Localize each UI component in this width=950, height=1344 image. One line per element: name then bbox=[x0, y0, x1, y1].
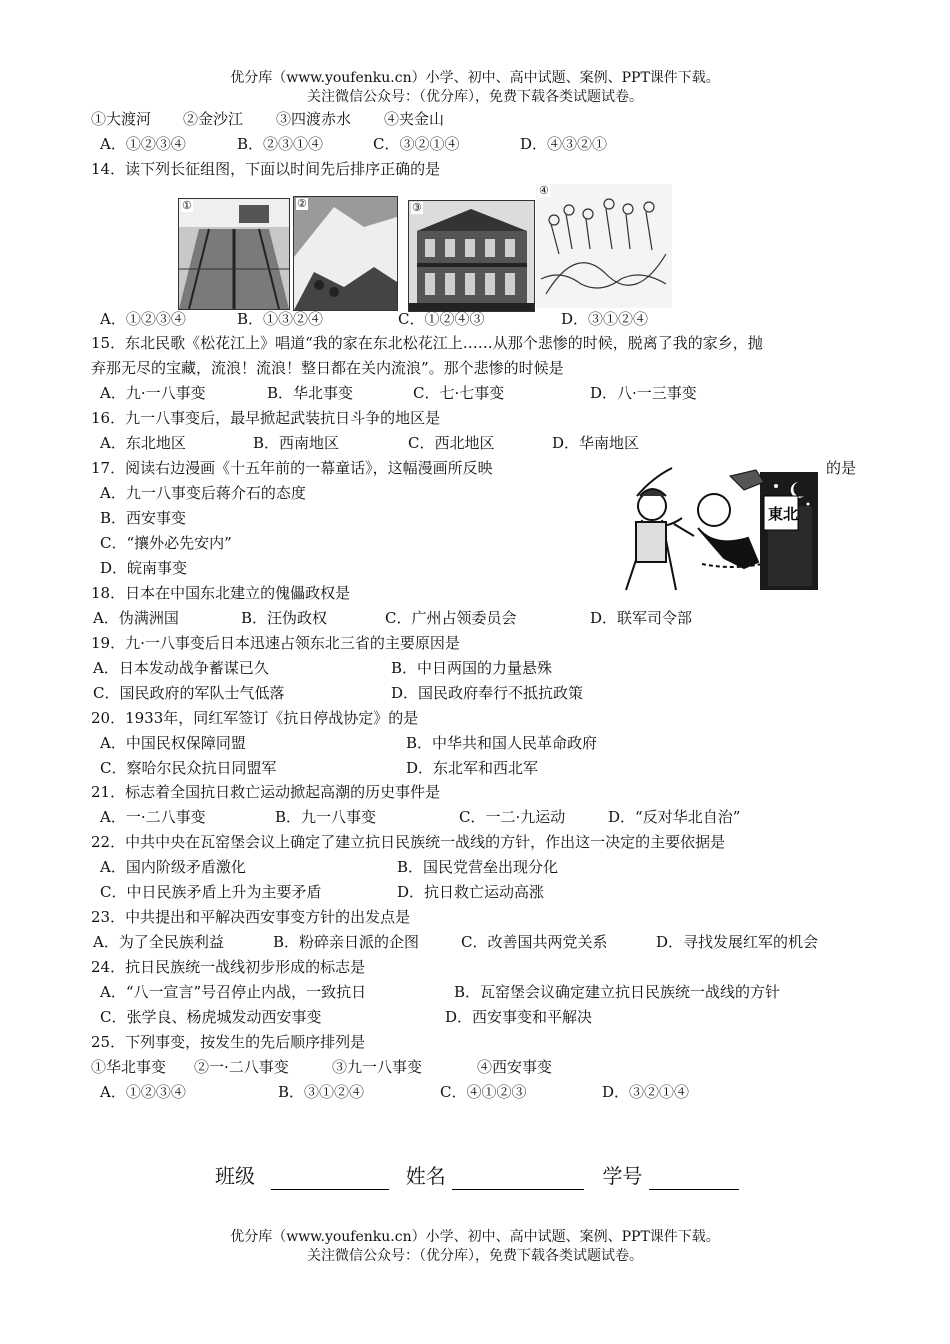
q13-item: ②金沙江 bbox=[183, 110, 244, 128]
q20-stem: 20．1933年，同红军签订《抗日停战协定》的是 bbox=[91, 709, 419, 727]
name-label: 姓名 bbox=[405, 1164, 446, 1188]
q20-option-b[interactable]: B．中华共和国人民革命政府 bbox=[406, 734, 598, 752]
q14-photo-snow-mountain bbox=[293, 196, 398, 311]
q23-option-c[interactable]: C．改善国共两党关系 bbox=[461, 933, 608, 951]
q19-option-d[interactable]: D．国民政府奉行不抵抗政策 bbox=[391, 684, 584, 702]
name-input-line[interactable] bbox=[452, 1171, 584, 1190]
q17-cartoon bbox=[602, 466, 824, 594]
student-id-input-line[interactable] bbox=[649, 1171, 739, 1190]
q16-stem: 16．九一八事变后，最早掀起武装抗日斗争的地区是 bbox=[91, 409, 441, 427]
q21-stem: 21．标志着全国抗日救亡运动掀起高潮的历史事件是 bbox=[91, 783, 441, 801]
q14-photo-label: ③ bbox=[412, 201, 422, 214]
header-line-2: 关注微信公众号：（优分库），免费下载各类试题试卷。 bbox=[307, 89, 643, 105]
q17-option-d[interactable]: D．皖南事变 bbox=[100, 559, 188, 577]
q16-option-d[interactable]: D．华南地区 bbox=[552, 434, 640, 452]
q20-option-d[interactable]: D．东北军和西北军 bbox=[406, 759, 539, 777]
q14-stem: 14．读下列长征组图，下面以时间先后排序正确的是 bbox=[91, 160, 441, 178]
q24-option-b[interactable]: B．瓦窑堡会议确定建立抗日民族统一战线的方针 bbox=[454, 983, 781, 1001]
q21-option-b[interactable]: B．九一八事变 bbox=[275, 808, 377, 826]
q15-option-a[interactable]: A．九·一八事变 bbox=[100, 384, 206, 402]
q13-option-d[interactable]: D．④③②① bbox=[520, 135, 608, 153]
q24-stem: 24．抗日民族统一战线初步形成的标志是 bbox=[91, 958, 366, 976]
q25-option-d[interactable]: D．③②①④ bbox=[602, 1083, 690, 1101]
q14-option-c[interactable]: C．①②④③ bbox=[398, 310, 485, 328]
q21-option-d[interactable]: D．“反对华北自治” bbox=[608, 808, 741, 826]
q18-option-d[interactable]: D．联军司令部 bbox=[590, 609, 693, 627]
q25-option-b[interactable]: B．③①②④ bbox=[278, 1083, 365, 1101]
q13-option-a[interactable]: A．①②③④ bbox=[100, 135, 186, 153]
q25-stem: 25．下列事变，按发生的先后顺序排列是 bbox=[91, 1033, 366, 1051]
q21-option-a[interactable]: A．一·二八事变 bbox=[100, 808, 206, 826]
q14-photo-label: ① bbox=[182, 199, 192, 212]
footer-line-1: 优分库（www.youfenku.cn）小学、初中、高中试题、案例、PPT课件下载。 bbox=[230, 1229, 720, 1245]
class-input-line[interactable] bbox=[271, 1171, 389, 1190]
q24-option-d[interactable]: D．西安事变和平解决 bbox=[445, 1008, 593, 1026]
q15-option-d[interactable]: D．八·一三事变 bbox=[590, 384, 697, 402]
q23-option-d[interactable]: D．寻找发展红军的机会 bbox=[656, 933, 819, 951]
q14-drawing-label: ④ bbox=[539, 184, 549, 197]
header-line-1: 优分库（www.youfenku.cn）小学、初中、高中试题、案例、PPT课件下载。 bbox=[230, 70, 720, 86]
q20-option-c[interactable]: C．察哈尔民众抗日同盟军 bbox=[100, 759, 277, 777]
q17-stem: 17．阅读右边漫画《十五年前的一幕童话》，这幅漫画所反映 bbox=[91, 459, 493, 477]
q15-stem-line-2: 弃那无尽的宝藏，流浪！流浪！整日都在关内流浪”。那个悲惨的时候是 bbox=[91, 359, 564, 377]
q21-option-c[interactable]: C．一二·九运动 bbox=[459, 808, 566, 826]
q17-option-c[interactable]: C．“攘外必先安内” bbox=[100, 534, 232, 552]
q14-photo-bridge bbox=[178, 198, 290, 310]
q13-option-b[interactable]: B．②③①④ bbox=[237, 135, 324, 153]
q22-stem: 22．中共中央在瓦窑堡会议上确定了建立抗日民族统一战线的方针，作出这一决定的主要依据是 bbox=[91, 833, 726, 851]
q16-option-b[interactable]: B．西南地区 bbox=[253, 434, 340, 452]
student-id-label: 学号 bbox=[602, 1164, 643, 1188]
q25-option-c[interactable]: C．④①②③ bbox=[440, 1083, 527, 1101]
q14-photo-building bbox=[408, 200, 535, 312]
q25-item: ④西安事变 bbox=[477, 1058, 553, 1076]
q23-option-a[interactable]: A．为了全民族利益 bbox=[93, 933, 224, 951]
q16-option-c[interactable]: C．西北地区 bbox=[408, 434, 495, 452]
q23-option-b[interactable]: B．粉碎亲日派的企图 bbox=[273, 933, 420, 951]
q17-option-a[interactable]: A．九一八事变后蒋介石的态度 bbox=[100, 484, 306, 502]
q19-option-c[interactable]: C．国民政府的军队士气低落 bbox=[93, 684, 285, 702]
q24-option-a[interactable]: A．“八一宣言”号召停止内战，一致抗日 bbox=[100, 983, 367, 1001]
q22-option-c[interactable]: C．中日民族矛盾上升为主要矛盾 bbox=[100, 883, 322, 901]
class-label: 班级 bbox=[215, 1164, 255, 1188]
q13-item: ④夹金山 bbox=[384, 110, 445, 128]
q19-stem: 19．九·一八事变后日本迅速占领东北三省的主要原因是 bbox=[91, 634, 460, 652]
q22-option-b[interactable]: B．国民党营垒出现分化 bbox=[397, 858, 559, 876]
q17-stem-end: 的是 bbox=[826, 459, 857, 477]
q13-item: ③四渡赤水 bbox=[276, 110, 352, 128]
q23-stem: 23．中共提出和平解决西安事变方针的出发点是 bbox=[91, 908, 411, 926]
q20-option-a[interactable]: A．中国民权保障同盟 bbox=[100, 734, 246, 752]
q15-stem-line-1: 15．东北民歌《松花江上》唱道“我的家在东北松花江上……从那个悲惨的时候，脱离了我的家乡，抛 bbox=[91, 334, 763, 352]
student-info bbox=[215, 1162, 739, 1190]
q18-stem: 18．日本在中国东北建立的傀儡政权是 bbox=[91, 584, 351, 602]
q25-option-a[interactable]: A．①②③④ bbox=[100, 1083, 186, 1101]
q25-item: ①华北事变 bbox=[91, 1058, 167, 1076]
q13-item: ①大渡河 bbox=[91, 110, 152, 128]
q14-drawing-march bbox=[536, 184, 672, 308]
q22-option-a[interactable]: A．国内阶级矛盾激化 bbox=[100, 858, 246, 876]
q15-option-c[interactable]: C．七·七事变 bbox=[413, 384, 505, 402]
q14-photo-label: ② bbox=[297, 197, 307, 210]
q22-option-d[interactable]: D．抗日救亡运动高涨 bbox=[397, 883, 545, 901]
q19-option-b[interactable]: B．中日两国的力量悬殊 bbox=[391, 659, 553, 677]
q13-option-c[interactable]: C．③②①④ bbox=[373, 135, 460, 153]
q16-option-a[interactable]: A．东北地区 bbox=[100, 434, 186, 452]
q25-item: ②一·二八事变 bbox=[194, 1058, 289, 1076]
q25-item: ③九一八事变 bbox=[332, 1058, 423, 1076]
q17-cartoon-label: 東北 bbox=[768, 505, 799, 523]
q17-option-b[interactable]: B．西安事变 bbox=[100, 509, 187, 527]
q24-option-c[interactable]: C．张学良、杨虎城发动西安事变 bbox=[100, 1008, 322, 1026]
footer-line-2: 关注微信公众号：（优分库），免费下载各类试题试卷。 bbox=[307, 1248, 643, 1264]
q18-option-c[interactable]: C．广州占领委员会 bbox=[385, 609, 517, 627]
q18-option-b[interactable]: B．汪伪政权 bbox=[241, 609, 328, 627]
q14-option-d[interactable]: D．③①②④ bbox=[561, 310, 649, 328]
q19-option-a[interactable]: A．日本发动战争蓄谋已久 bbox=[93, 659, 269, 677]
q15-option-b[interactable]: B．华北事变 bbox=[267, 384, 354, 402]
q14-option-a[interactable]: A．①②③④ bbox=[100, 310, 186, 328]
q14-option-b[interactable]: B．①③②④ bbox=[237, 310, 324, 328]
q18-option-a[interactable]: A．伪满洲国 bbox=[93, 609, 179, 627]
